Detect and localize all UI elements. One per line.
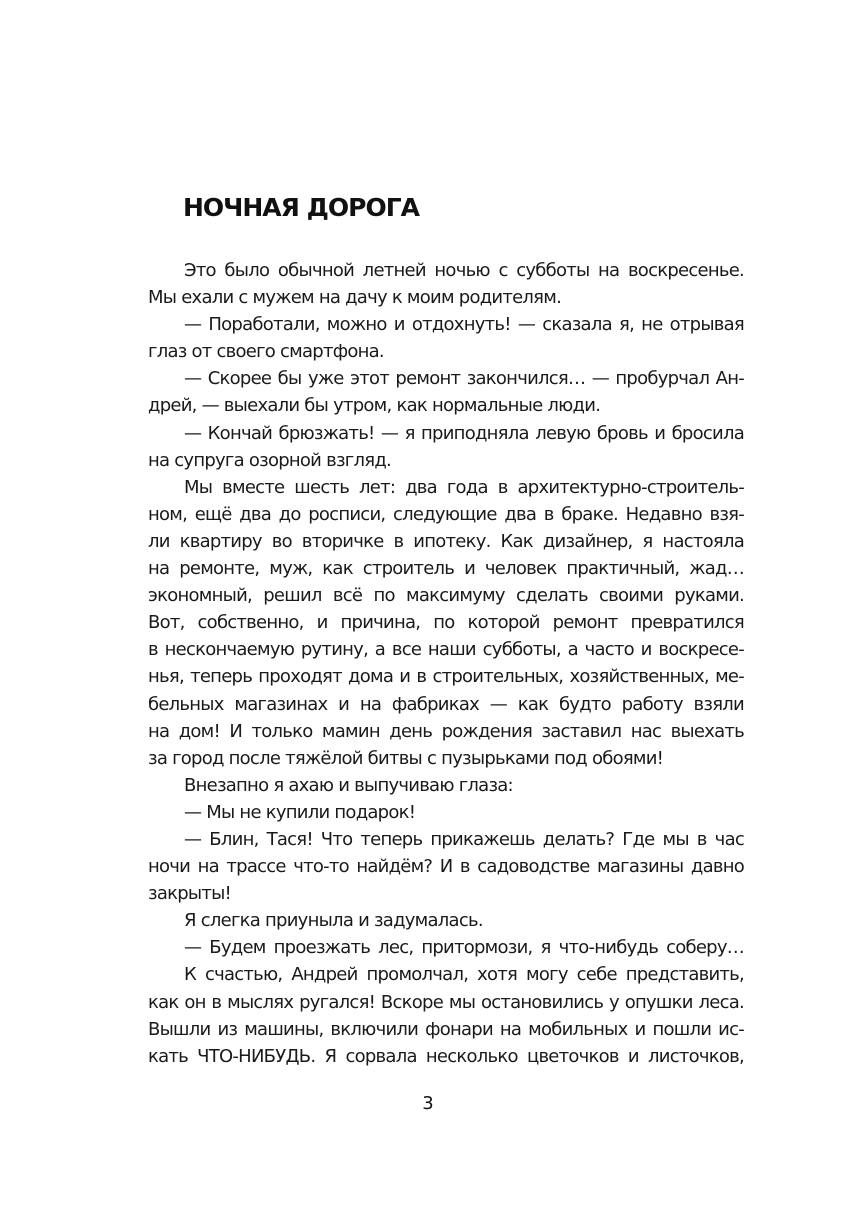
chapter-text — [148, 257, 744, 1070]
text-line: ли квартиру во вторичке в ипотеку. Как дизайнер, я настояла — [148, 530, 744, 552]
text-line: К счастью, Андрей промолчал, хотя могу себе представить, — [184, 964, 744, 986]
text-line: Я слегка приуныла и задумалась. — [184, 910, 483, 932]
text-line: Мы ехали с мужем на дачу к моим родителям. — [148, 287, 562, 309]
text-line: в нескончаемую рутину, а все наши субботы, а часто и воскресе- — [148, 639, 744, 661]
text-line: дрей, — выехали бы утром, как нормальные люди. — [148, 395, 601, 417]
text-line: на супруга озорной взгляд. — [148, 449, 391, 471]
text-line: ночи на трассе что-то найдём? И в садоводстве магазины давно — [148, 856, 744, 878]
text-line: глаз от своего смартфона. — [148, 341, 384, 363]
text-line: на ремонте, муж, как строитель и человек практичный, жад… — [148, 558, 744, 580]
text-line: на дом! И только мамин день рождения заставил нас выехать — [148, 720, 744, 742]
text-line: — Будем проезжать лес, притормози, я что-нибудь соберу… — [184, 937, 744, 959]
text-line: — Блин, Тася! Что теперь прикажешь делать? Где мы в час — [184, 828, 744, 850]
text-line: Это было обычной летней ночью с субботы на воскресенье. — [184, 260, 744, 281]
text-line: — Поработали, можно и отдохнуть! — сказала я, не отрывая — [184, 314, 744, 336]
text-line: — Кончай брюзжать! — я приподняла левую бровь и бросила — [184, 422, 744, 444]
text-line: Вот, собственно, и причина, по которой ремонт превратился — [148, 612, 744, 634]
chapter-title: НОЧНАЯ ДОРОГА — [183, 193, 419, 222]
text-line: закрыты! — [148, 883, 232, 905]
text-line: за город после тяжёлой битвы с пузырьками под обоями! — [148, 747, 664, 769]
text-line: кать ЧТО-НИБУДЬ. Я сорвала несколько цветочков и листочков, — [148, 1045, 744, 1067]
text-line: как он в мыслях ругался! Вскоре мы остановились у опушки леса. — [148, 991, 744, 1013]
text-line: Внезапно я ахаю и выпучиваю глаза: — [184, 774, 513, 796]
text-line: ном, ещё два до росписи, следующие два в браке. Недавно взя- — [148, 503, 744, 525]
text-line: экономный, решил всё по максимуму сделать своими руками. — [148, 585, 744, 607]
text-line: Мы вместе шесть лет: два года в архитектурно-строитель- — [184, 476, 744, 498]
page-number: 3 — [422, 1093, 434, 1114]
text-line: нья, теперь проходят дома и в строительных, хозяйственных, ме- — [148, 666, 744, 688]
text-line: — Скорее бы уже этот ремонт закончился… — пробурчал Ан- — [184, 368, 744, 390]
text-line: бельных магазинах и на фабриках — как будто работу взяли — [148, 693, 744, 715]
text-line: Вышли из машины, включили фонари на мобильных и пошли ис- — [148, 1018, 744, 1040]
text-line: — Мы не купили подарок! — [184, 801, 416, 823]
